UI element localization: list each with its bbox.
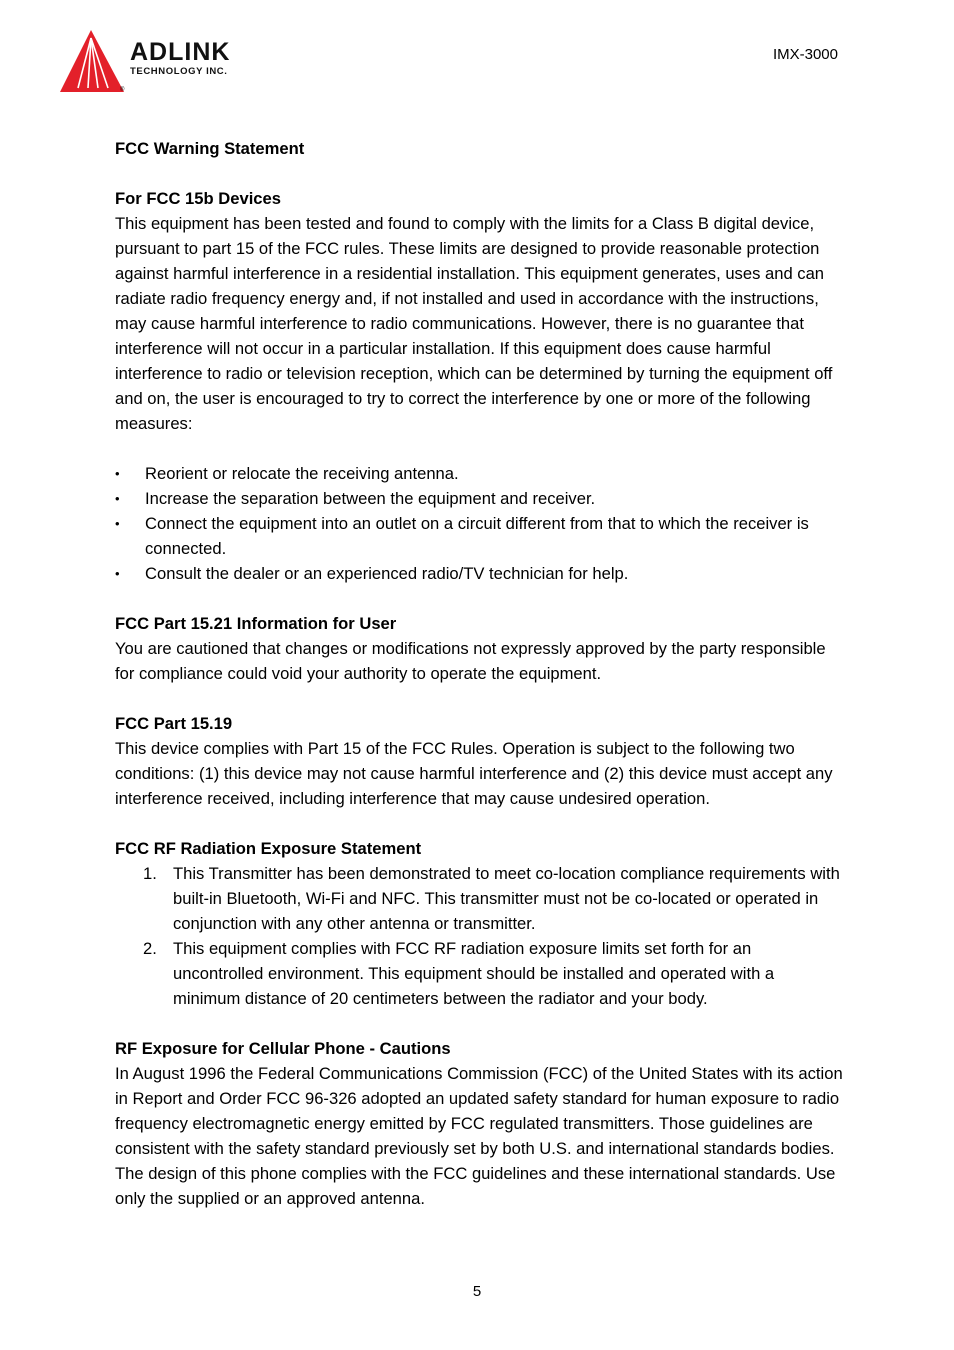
list-number: 1. <box>143 864 157 883</box>
rf-statement-list <box>115 861 843 1011</box>
logo-subtext: TECHNOLOGY INC. <box>130 66 228 77</box>
section-heading-cellular: RF Exposure for Cellular Phone - Cautions <box>115 1039 451 1058</box>
section-heading-1519: FCC Part 15.19 <box>115 714 233 733</box>
list-item: • Consult the dealer or an experienced radio/TV technician for help. <box>115 561 843 586</box>
measures-list <box>115 461 843 586</box>
list-item <box>115 861 843 936</box>
section-body-1519: This device complies with Part 15 of the FCC Rules. Operation is subject to the following two conditions: (1) this device may not cause harmful interference and (2) this device must accept any interference received, including interference that may cause undesired operation. <box>115 739 833 808</box>
section-heading-1521: FCC Part 15.21 Information for User <box>115 614 397 633</box>
section-heading-15b: For FCC 15b Devices <box>115 189 281 208</box>
section-body-1521: You are cautioned that changes or modifications not expressly approved by the party responsible for compliance could void your authority to operate the equipment. <box>115 639 826 683</box>
page-title: FCC Warning Statement <box>115 139 305 158</box>
page-number: 5 <box>472 1283 482 1300</box>
document-body <box>115 136 843 1211</box>
list-item-text: This equipment complies with FCC RF radiation exposure limits set forth for an uncontrolled environment. This equipment should be installed and operated with a minimum distance of 20 centimeters between the radiator and your body. <box>173 939 775 1008</box>
list-number: 2. <box>143 939 157 958</box>
list-item-text: This Transmitter has been demonstrated to meet co-location compliance requirements with built-in Bluetooth, Wi-Fi and NFC. This transmitter must not be co-located or operated in conjunction with any other antenna or transmitter. <box>173 864 840 933</box>
list-item <box>115 936 843 1011</box>
list-item: • Increase the separation between the equipment and receiver. <box>115 486 843 511</box>
model-number: IMX-3000 <box>772 46 838 63</box>
section-heading-rf: FCC RF Radiation Exposure Statement <box>115 839 422 858</box>
company-logo <box>58 28 278 98</box>
list-item: • Connect the equipment into an outlet on a circuit different from that to which the receiver is connected. <box>115 511 843 561</box>
svg-text:®: ® <box>120 87 125 93</box>
section-body-15b: This equipment has been tested and found to comply with the limits for a Class B digital device, pursuant to part 15 of the FCC rules. These limits are designed to provide reasonable protection against harmful interference in a residential installation. This equipment generates, uses and can radiate radio frequency energy and, if not installed and used in accordance with the instructions, may cause harmful interference to radio communications. However, there is no guarantee that interference will not occur in a particular installation. If this equipment does cause harmful interference to radio or television reception, which can be determined by turning the equipment off and on, the user is encouraged to try to correct the interference by one or more of the following measures: <box>115 214 833 433</box>
logo-triangle-icon <box>58 28 128 96</box>
section-body-cellular: In August 1996 the Federal Communications Commission (FCC) of the United States with its action in Report and Order FCC 96-326 adopted an updated safety standard for human exposure to radio frequency electromagnetic energy emitted by FCC regulated transmitters. Those guidelines are consistent with the safety standard previously set by both U.S. and international standards bodies. The design of this phone complies with the FCC guidelines and these international standards. Use only the supplied or an approved antenna. <box>115 1064 843 1208</box>
logo-wordmark: ADLINK <box>130 38 231 66</box>
list-item: • Reorient or relocate the receiving antenna. <box>115 461 843 486</box>
